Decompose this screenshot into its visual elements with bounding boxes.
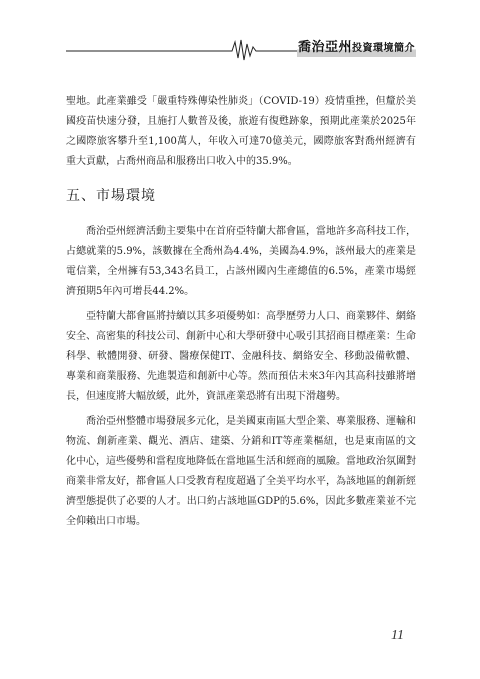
main-content	[66, 92, 416, 537]
header-title	[297, 40, 416, 57]
paragraph-continued: 聖地。此產業雖受「嚴重特殊傳染性肺炎」（COVID-19）疫情重挫，但釐於美國疫苗快速分發，且施打人數普及後，旅遊有復甦跡象，預期此產業於2025年之國際旅客攀升至1,100萬人，年收入可達70億美元，國際旅客對喬州經濟有重大貢獻，占喬州商品和服務出口收入中的35.9%。	[66, 96, 416, 167]
paragraph-1: 喬治亞州經濟活動主要集中在首府亞特蘭大都會區，當地許多高科技工作，占總就業的5.9%，該數據在全喬州為4.4%，美國為4.9%，該州最大的產業是電信業，全州擁有53,343名員工，占該州國內生產總值的6.5%，產業市場經濟預期5年內可增長44.2%。	[66, 226, 416, 297]
paragraph-2: 亞特蘭大都會區將持續以其多項優勢如：高學歷勞力人口、商業夥伴、網絡安全、高密集的科技公司、創新中心和大學研發中心吸引其招商目標產業：生命科學、軟體開發、研發、醫療保健IT、金融科技、網絡安全、移動設備軟體、專業和商業服務、先進製造和創新中心等。然而預估未來3年內其高科技雖將增長，但速度將大幅放緩，此外，資訊產業恐將有出現下滑趨勢。	[66, 311, 416, 402]
running-header	[66, 36, 416, 62]
section-heading: 五、市場環境	[66, 188, 156, 204]
header-title-sub: 投資環境簡介	[352, 43, 415, 54]
page-number: 11	[391, 628, 404, 643]
header-title-main: 喬治亞州	[297, 40, 352, 55]
paragraph-3: 喬治亞州整體市場發展多元化，是美國東南區大型企業、專業服務、運輸和物流、創新產業、觀光、酒店、建築、分銷和IT等產業樞紐，也是東南區的文化中心，這些優勢和當程度地降低在當地區生活和經商的風險。當地政治氛圍對商業非常友好，都會區人口受教育程度超過了全美平均水平，為該地區的創新經濟型態提供了必要的人才。出口約占該地區GDP的5.6%，因此多數產業並不完全仰賴出口市場。	[66, 416, 416, 527]
